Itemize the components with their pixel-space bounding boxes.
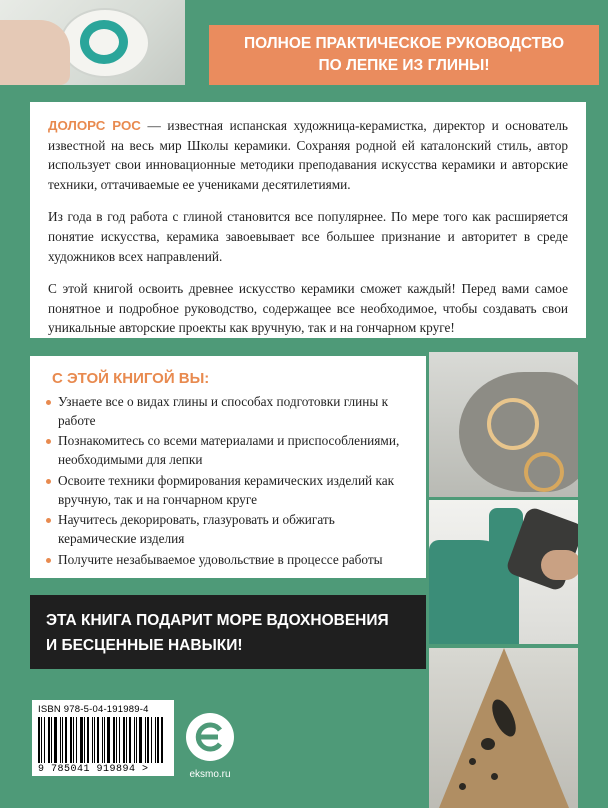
barcode-bar: [155, 717, 156, 763]
photo-glazed-vase: [429, 500, 578, 644]
barcode-bar: [116, 717, 117, 763]
barcode-bar: [73, 717, 74, 763]
barcode-bar: [147, 717, 149, 763]
photo-top-ceramic-plate: [0, 0, 185, 85]
pattern-ring-shape: [487, 398, 539, 450]
barcode-bar: [161, 717, 163, 763]
barcode-bar: [80, 717, 83, 763]
barcode-bar: [126, 717, 127, 763]
features-heading: С ЭТОЙ КНИГОЙ ВЫ:: [52, 370, 210, 387]
banner-top-line2: ПО ЛЕПКЕ ИЗ ГЛИНЫ!: [318, 57, 490, 74]
finger-shape: [541, 550, 578, 580]
intro-paragraph-1-text: — известная испанская художница-керамистка, директор и основатель известной на весь мир Школы керамики. Сохраняя родной ей каталонский стиль, автор использует свои инновационные методики преподавания искусства керамики и авторские техники, оттачиваемые ее учениками десятилетиями.: [48, 118, 568, 192]
barcode-bar: [104, 717, 105, 763]
cutout-shape: [481, 738, 495, 750]
barcode-bar: [65, 717, 67, 763]
dark-banner-line1: ЭТА КНИГА ПОДАРИТ МОРЕ ВДОХНОВЕНИЯ: [46, 612, 389, 629]
pattern-ring-shape: [524, 452, 564, 492]
barcode-bar: [94, 717, 95, 763]
hole-shape: [459, 783, 466, 790]
banner-top-line1: ПОЛНОЕ ПРАКТИЧЕСКОЕ РУКОВОДСТВО: [243, 35, 565, 52]
barcode-bar: [87, 717, 89, 763]
feature-item: Познакомитесь со всеми материалами и приспособлениями, необходимыми для лепки: [46, 432, 410, 469]
hole-shape: [491, 773, 498, 780]
intro-paragraph-2: Из года в год работа с глиной становится все популярнее. По мере того как расширяется понятие искусства, керамика завоевывает все большее признание и авторитет в среде художников всех направлений.: [48, 209, 568, 264]
barcode-bar: [76, 717, 77, 763]
barcode-bar: [48, 717, 50, 763]
barcode-digits: 9 785041 919894 >: [38, 764, 149, 775]
photo-carving-pot: [429, 352, 578, 497]
top-orange-banner: [209, 25, 599, 85]
dark-banner: [30, 595, 426, 669]
barcode-bar: [102, 717, 103, 763]
barcode-bar: [60, 717, 61, 763]
barcode-bar: [97, 717, 99, 763]
barcode-bar: [151, 717, 152, 763]
barcode-bar: [136, 717, 137, 763]
barcode-bar: [41, 717, 42, 763]
barcode-bar: [51, 717, 52, 763]
barcode-bar: [134, 717, 135, 763]
barcode-graphic: [38, 717, 168, 763]
features-list: [46, 393, 410, 569]
dark-banner-line2: И БЕСЦЕННЫЕ НАВЫКИ!: [46, 637, 243, 654]
barcode-bar: [92, 717, 93, 763]
barcode-bar: [157, 717, 159, 763]
hole-shape: [469, 758, 476, 765]
features-box: [30, 356, 426, 578]
isbn-barcode-box: [32, 700, 174, 776]
barcode-bar: [38, 717, 40, 763]
feature-item: Узнаете все о видах глины и способах подготовки глины к работе: [46, 393, 410, 430]
glaze-ring-shape: [80, 20, 128, 64]
barcode-bar: [107, 717, 110, 763]
barcode-bar: [113, 717, 115, 763]
intro-paragraph-1: [48, 116, 568, 194]
intro-paragraph-3: С этой книгой освоить древнее искусство керамики сможет каждый! Перед вами самое понятное и подробное руководство, содержащее все необходимое, чтобы создавать свои уникальные авторские проекты как вручную, так и на гончарном круге!: [48, 281, 568, 336]
barcode-bar: [139, 717, 142, 763]
barcode-bar: [54, 717, 57, 763]
feature-item: Получите незабываемое удовольствие в процессе работы: [46, 551, 410, 570]
publisher-name: eksmo.ru: [189, 769, 231, 780]
feature-item: Освоите техники формирования керамических изделий как вручную, так и на гончарном круге: [46, 472, 410, 509]
barcode-bar: [44, 717, 45, 763]
feature-item: Научитесь декорировать, глазуровать и обжигать керамические изделия: [46, 511, 410, 548]
isbn-label: ISBN 978-5-04-191989-4: [38, 704, 149, 715]
photo-clay-lamp: [429, 648, 578, 808]
barcode-bar: [145, 717, 146, 763]
hand-shape: [0, 20, 70, 85]
barcode-bar: [119, 717, 120, 763]
intro-text-box: [30, 102, 586, 338]
eksmo-logo-icon: [186, 713, 234, 761]
barcode-bar: [129, 717, 131, 763]
barcode-bar: [70, 717, 72, 763]
barcode-bar: [123, 717, 125, 763]
barcode-bar: [62, 717, 63, 763]
barcode-bar: [84, 717, 85, 763]
author-name: ДОЛОРС РОС: [48, 118, 141, 133]
